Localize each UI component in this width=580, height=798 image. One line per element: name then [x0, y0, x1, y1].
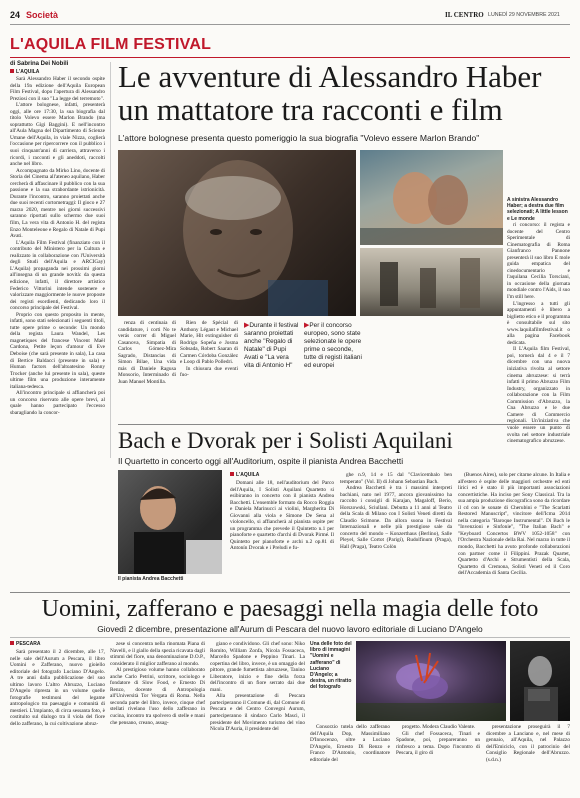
article3-col4: Consorzio tutela dello zafferano dell'Aquila Dop, Massimiliano D'Innocenzo, oltre a Luciano D'Angelo, Ernesto Di Renzo e Franco D'Antonio, coordinatore editoriale del: [310, 724, 390, 763]
article3-place: PESCARA: [10, 641, 40, 647]
article3-col2: zese si concentra nella rinomata Piana di Navelli, e il giallo della spezia ricavata dagli stimmi del fiore, una denominazione D.O.P., considerato il miglior zafferano al mondo. Al prestigioso volume hanno collaborato anche Carlo Petrini, scrittore, sociologo e fondatore di Slow Food, e Ernesto Di Renzo, docente di Antropologia all'Università Tor Vergata di Roma. Nella seconda parte del libro, invece, cinque chef stellati rivelano l'uso dello zafferano in cucina, incontro tra spolvero di stelle e mani che pensano, creano, assag-: [110, 641, 205, 726]
article2-subtitle: Il Quartetto in concerto oggi all'Auditorium, ospite il pianista Andrea Bacchetti: [118, 456, 404, 466]
film-still-illustration-2: [360, 248, 503, 316]
triangle-icon: ▶: [244, 322, 250, 329]
bacchetti-photo: [118, 470, 222, 574]
portrait-illustration: [118, 150, 356, 316]
haber-portrait: [118, 150, 356, 316]
place-square-icon: [10, 641, 14, 645]
article1-subtitle: L'attore bolognese presenta questo pomeriggio la sua biografia "Volevo essere Marlon Brando": [118, 133, 480, 143]
saffron-flower-illustration: [356, 641, 506, 721]
article2-col2: ghe n.9, 14 e 15 dal "Clavicembalo ben temperato" (Vol. II) di Johann Sebastian Bach. Andrea Bacchetti è tra i massimi interpreti bachiani, nato nel 1977, ancora giovanissimo ha raccolto i consigli di Karajan, Magaloff, Berio, Horszowski, Sciullani. Debutta a 11 anni al Teatro della Scala di Milano con I Solisti Veneti diretti da Claudio Scimone. Da allora suona in Festival Internazionali e nelle più prestigiose sale da concerto del mondo – Konzerthaus (Berlino), Salle Pleyel, Salle Cortot (Parigi), Rudolfinum (Praga), Hall (Praga), Teatro Colòn: [340, 472, 452, 551]
article3-headline: Uomini, zafferano e paesaggi nella magia delle foto: [41, 596, 539, 622]
article1-byline: di Sabrina Dei Nobili: [10, 61, 69, 67]
article2-col3: (Buenos Aires), solo per citarne alcune. In Italia e all'estero è ospite delle maggiori orchestre ed enti lirici ed è stato il più importanti associazioni concertistiche. Ha inciso per Sony Classical. Tra la sua ampia produzione discografica sono da ricordare il cd con le sonate di Cherubini e "The Scarlatti Restored Manuscript", vincitore dell'Icma 2014 nella categoria "Baroque Instrumental". Di Bach le "Invenzioni e Sinfonie", "The Italian Bach" e "Keyboard Concertos BWV 1052-1058" con l'Orchestra Nazionale della Rai. Nel marzo in tutte il mondo, Bacchetti ha avuto profonde collaborazioni con partner come il Filippini. Prazak Quartet, Quartetto d'Archi e Strumentisti della Scala, Quartetto di Cremona, Solisti Veneti ed il Coro dell'Accademia di Santa Cecilia.: [458, 472, 570, 577]
kicker-text: L'AQUILA FILM FESTIVAL: [10, 36, 212, 53]
article1-col2: renza di centinaia di candidature, i corti No te verás correr di Miguel Casanova, Simpatia di Carlos Gómez-Mira Sagrado, Distancias di Simon Bilae, Una vida más di Daniele Ragusa Monsorio, Interminado di Juan Manuel Montilla.: [118, 320, 176, 385]
article1-place: L'AQUILA: [10, 69, 105, 75]
article2-photo-caption: Il pianista Andrea Bacchetti: [118, 576, 184, 582]
masthead: IL CENTRO: [445, 11, 484, 19]
article2-col1: Domani alle 18, nell'auditorium del Parco dell'Aquila, I Solisti Aquilani Quartetto si esibiranno in concerto con il pianista Andrea Bacchetti. L'ensemble formato da Rocco Roggia e Daniela Marinucci ai violini, Margherita Di Giovanni alla viola e Simone De Sena al violoncello, si affiancherà al pianista ospite per un programma che prevede il Quintetto n.1 per pianoforte e quartetto d'archi di Dvorak Pirmé. Il Quintetto per pianoforte e archi n.2 op.81 di Antonín Dvorak e i Preludi e fu-: [230, 480, 334, 552]
photographer-illustration: [510, 641, 570, 721]
article2-place: L'AQUILA: [230, 472, 259, 478]
article1-callout-1: ▶Durante il festival saranno proiettati anche "Regalo di Natale" di Pupi Avati e "La vera vita di Antonio H": [244, 322, 299, 369]
triangle-icon: ▶: [304, 322, 310, 329]
place-square-icon: [10, 69, 14, 73]
place-square-icon: [230, 472, 234, 476]
page-header: [10, 10, 570, 25]
article1-right-col-text: ri concorso: il regista e docente del Centro Sperimentale di Cinematografia di Roma Gianfranco Pannone presenterà il suo libro E mole guida empatica del cinedocumentario e l'aquilana Cecilia Torsciani, in occasione della giornata mondiale contro l'Aids, il suo I'm still here. L'ingresso a tutti gli appuntamenti è libero a biglietto etico e il programma è consultabile sul sito www.laquilafilmfestival.it o alla pagina Facebook dedicata. Il L'Aquila film Festival, poi, tornerà dal 4 e il 7 dicembre con una nuova iniziativa rivolta al settore cinema abruzzese: si terrà infatti il primo Abruzzo Film Industry, organizzato in collaborazione con la Film Commission d'Abruzzo, la Cna Abruzzo e le due Camere di Commercio regionali. Un'iniziativa che vuole essere un punto di svolta nel settore industriale cinematografico abruzzese.: [507, 222, 570, 445]
issue-date: LUNEDÌ 29 NOVEMBRE 2021: [488, 12, 560, 18]
saffron-photo: [356, 641, 506, 721]
section-kicker: [10, 36, 570, 56]
article1-headline: Le avventure di Alessandro Haber un mattatore tra racconti e film: [118, 59, 542, 127]
article3-col6: presentazione proseguirà il 7 dicembre a Lanciano e, nel mese di gennaio, all'Aquila, nel Palazzo dell'Emiciclo, con il patrocinio del Consiglio Regionale dell'Abruzzo. (s.d.n.): [486, 724, 570, 763]
photographer-portrait: [510, 641, 570, 721]
article3-rule: [10, 637, 570, 638]
kicker-rule: [10, 57, 570, 58]
film-still-bottom: [360, 248, 503, 316]
article1-col1: Sarà Alessandro Haber il secondo ospite della 19a edizione dell'Aquila European Film Festival, dopo l'apertura di Alessandro Preziosi con il suo "La legge del terremoto". L'attore bolognese, infatti, presenterà oggi, alle ore 17:30, la sua biografia dal titolo Volevo essere Marlon Brando (ma soprattutto Gigi Baggini). E nell'incontro all'Aula Magna del Dipartimento di Scienze Umane dell'Aquila, in viale Nizza, coglierà l'occasione per ripercorrere con il pubblico i suoi cinquant'anni di carriera, attraverso i ricordi, i racconti e gli aneddoti, raccolti anche nel libro. Accompagnato da Mirko Lino, docente di Storia del Cinema all'ateneo aquilano, Haber cercherà di affascinare il pubblico con la sua passione e la sua strabordante istrionicità. Durante l'incontro, saranno proiettati anche due suoi recenti cortometraggi: Il gioco e 27 marzo 2020, mentre nei giorni successivi saranno riportati sullo schermo due suoi film, La vera vita di Antonio H. del regista Enzo Monteleone e Regalo di Natale di Pupi Avati. L'Aquila Film Festival (finanziato con il contributo del Ministero per la Cultura e realizzato in collaborazione con l'Università degli Studi dell'Aquila e ARCIGay) L'Aquila) propaganda nei prossimi giorni all'insegna di un grande novità: da questa edizione, infatti, il direttore artistico Federico Vittorini intende sostenere e valorizzare maggiormente le nuove proposte dei registi esordienti, dedicando loro il concorso principale del Festival. Proprio con questo proposito in mente, infatti, sono stati selezionati i seguenti titoli, tutte opere prime o seconde: Un mondo della regista Laura Wandel, Les magnetiques del francese Vincent Maël Cardona, Petite leçon d'amour di Eve Deboise (che sarà presente in sala), La casa di Bertice Baldacci (presente in sala) e Human factors dell'altoatesino Ronny Trocker (anche lui presente in sala), queste ultime film una produzione interamente italiana-tedesca. All'incontro principale si affiancherà poi un concorso riservato alle opere brevi, al quale hanno partecipato l'eccesso sbaragliando la concor-: [10, 76, 105, 416]
film-still-illustration: [360, 150, 503, 245]
section-divider-2: [10, 592, 570, 593]
article3-col5: progetto. Modera Claudio Valente. Gli chef Fossaceca, Tinari e Spadone, poi, prepareranno un rinfresco a tema. Dopo l'incontro di Pescara, il giro di: [396, 724, 480, 757]
article3-subtitle: Giovedì 2 dicembre, presentazione all'Aurum di Pescara del nuovo lavoro editoriale di Luciano D'Angelo: [97, 624, 483, 634]
film-still-top: [360, 150, 503, 245]
article3-photo-caption: Una delle foto del libro di immagini "Uomini e zafferano" di Luciano D'Angelo; a destra, un ritratto del fotografo: [310, 641, 352, 691]
article1-callout-2: ▶Per il concorso europeo, sono state selezionate le opere prime o seconde, tutte di registi italiani ed europei: [304, 322, 362, 369]
section-divider: [118, 424, 570, 425]
article1-photo-caption: A sinistra Alessandro Haber; a destra due film selezionati; A little lesson e Le monde: [507, 197, 568, 222]
article3-col3: giano e condividono. Gli chef sono: Niko Romito, William Zonfa, Nicola Fossaceca, Marcello Spadone e Peppino Tinari. La copertina del libro, invece, è un omaggio del pittore, grande fumettista abruzzese, Tanino Liberatore, inizio e fine della forza dell'incontro di un fiore serrato dai due mani. Alla presentazione di Pescara parteciperanno il Comune di, dal Comune di Pescara e del Centro Convegni Aurum, parteciperanno il sindaco Carlo Masci, il presidente del Movimento turismo del vino Nicola D'Auria, il presidente del: [210, 641, 305, 733]
bacchetti-illustration: [118, 470, 222, 574]
page-number: 24: [10, 10, 21, 20]
article2-headline: Bach e Dvorak per i Solisti Aquilani: [118, 428, 453, 453]
col-divider: [110, 62, 111, 458]
article1-col3: Rien de Spécial di Anthony Légaut e Michael Marie, Hit extinguisher di Rodrigo Sopeña e Josma Sobsada, Robert Saaran di Carmen Córdoba González e Loop di Pablo Polledri. In chiusura due eventi fuo-: [180, 320, 238, 379]
section-label: Società: [26, 10, 59, 20]
article3-col1: Sarà presentato il 2 dicembre, alle 17, nelle sale dell'Aurum a Pescara, il libro Uomini e Zafferano, nuovo gioiello editoriale del fotografo Luciano D'Angelo. A tre anni dalla pubblicazione del suo ultimo lavoro L'altro Abruzzo, Luciano D'Angelo ripresta in un volume quelle fotografie testimoni del legame antropologico tra paesaggio e comunità di mestieri. L'impianto, di circa sessanta foto, è costituito sul dialogo tra il viola del fiore dello zafferano, la cui coltivazione abruz-: [10, 649, 105, 728]
